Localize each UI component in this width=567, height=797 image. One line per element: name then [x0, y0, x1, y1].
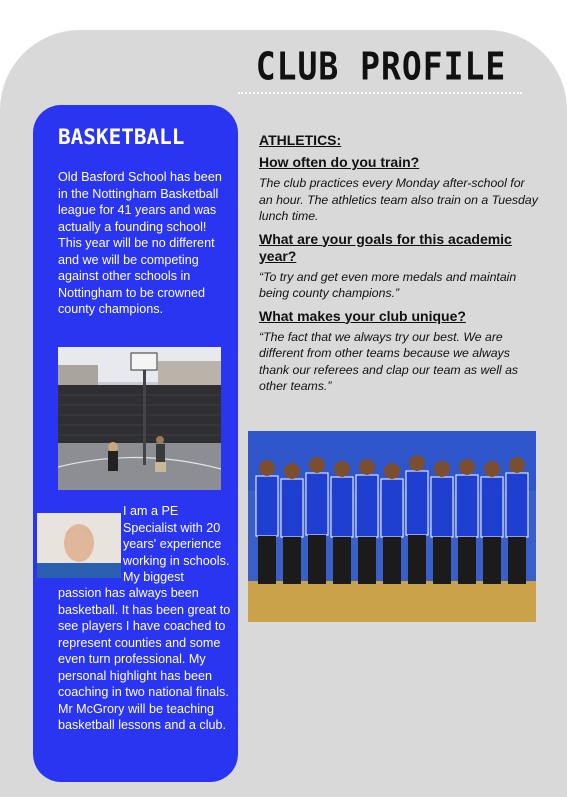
- athletics-team-photo: [248, 431, 536, 622]
- answer-unique: “The fact that we always try our best. We are different from other teams because we always thank our referees and clap our team as well as other teams.”: [259, 329, 519, 393]
- coach-bio-start: I am a PE Specialist with 20 years' experience working in schools. My biggest: [123, 504, 230, 584]
- page-title: CLUB PROFILE: [255, 44, 507, 89]
- athletics-section: [259, 132, 539, 399]
- question-unique: What makes your club unique?: [259, 307, 466, 324]
- athletics-heading: ATHLETICS:: [259, 132, 342, 148]
- answer-goals: “To try and get even more medals and maintain being county champions.”: [259, 269, 517, 300]
- question-train: How often do you train?: [259, 154, 420, 170]
- coach-bio-continued: passion has always been basketball. It has been great to see players I have coached to represent counties and some even turn professional. My personal highlight has been coaching in two national finals. Mr McGrory will be teaching basketball lessons and a club.: [58, 586, 231, 732]
- sidebar-title: BASKETBALL: [58, 125, 185, 149]
- basketball-sidebar: [33, 105, 238, 782]
- question-goals: What are your goals for this academic year?: [259, 230, 512, 264]
- answer-train: The club practices every Monday after-school for an hour. The athletics team also train on a Tuesday lunch time.: [259, 176, 538, 223]
- basketball-court-photo: [58, 347, 221, 490]
- title-divider: [238, 92, 522, 94]
- sidebar-intro: Old Basford School has been in the Nottingham Basketball league for 41 years and was actually a founding school! This year will be no different and we will be competing against other schools in Nottingham to be crowned county champions.: [58, 170, 222, 316]
- coach-photo: [37, 513, 121, 578]
